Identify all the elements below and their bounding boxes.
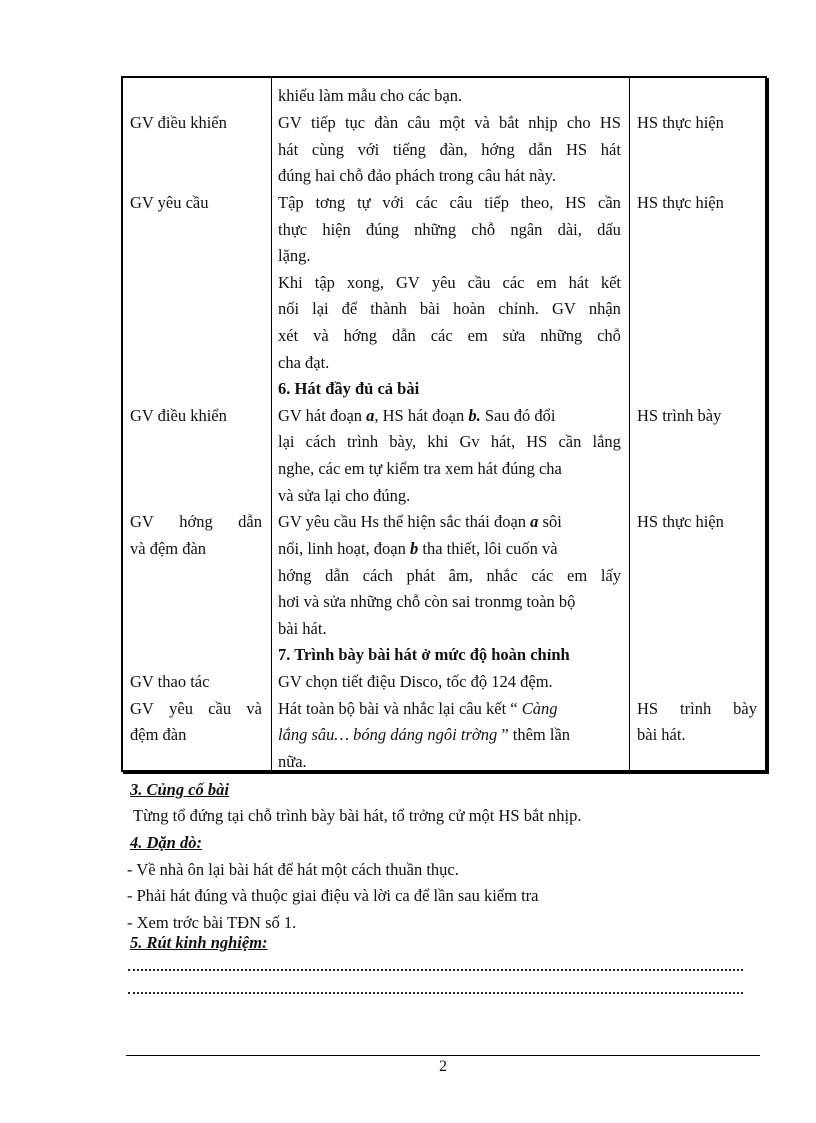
word: Gv — [459, 432, 480, 451]
table-cell-text: lặng. — [278, 246, 311, 265]
section-heading-7: 7. Trình bày bài hát ở mức độ hoàn chỉnh — [278, 645, 570, 664]
word: cùng — [311, 140, 344, 159]
word: hớng — [179, 512, 213, 531]
word: HS — [526, 432, 548, 451]
table-cell-text — [278, 566, 621, 586]
word: GV — [130, 699, 154, 718]
word: hớng — [481, 140, 515, 159]
word: hớng — [278, 566, 312, 585]
column-divider-2 — [629, 78, 630, 770]
dotted-line — [128, 991, 743, 994]
word: các — [430, 326, 453, 345]
word: yêu — [169, 699, 193, 718]
table-cell-teacher: GV yêu cầu — [130, 193, 209, 212]
word: dấu — [597, 220, 621, 239]
list-item: - Phải hát đúng và thuộc giai điệu và lời ca để lần sau kiểm tra — [127, 886, 539, 905]
word: đàn, — [439, 140, 468, 159]
table-cell-teacher: GV điều khiển — [130, 406, 227, 425]
word: tục — [344, 113, 366, 132]
word: trình — [346, 432, 379, 451]
word: chỗ — [471, 220, 496, 239]
word: các — [415, 193, 438, 212]
table-cell-text: Hát toàn bộ bài và nhắc lại câu kết “ Càng — [278, 699, 558, 718]
word: lại — [312, 299, 329, 318]
word: hớng — [343, 326, 378, 345]
word: những — [540, 326, 583, 345]
list-item: - Về nhà ôn lại bài hát để hát một cách thuần thục. — [127, 860, 459, 879]
word: câu — [407, 113, 431, 132]
word: bắt — [498, 113, 520, 132]
page-number: 2 — [439, 1058, 447, 1075]
word: cho — [566, 113, 591, 132]
word: để — [341, 299, 358, 318]
table-cell-student — [637, 699, 757, 719]
table-cell-teacher: và đệm đàn — [130, 539, 207, 558]
word: dẫn — [325, 566, 349, 585]
table-cell-text — [278, 140, 621, 160]
word: thành — [370, 299, 407, 318]
word: GV — [130, 512, 154, 531]
word: em — [567, 566, 588, 585]
word: hát, — [490, 432, 516, 451]
word: lắng — [592, 432, 621, 451]
word: tiếp — [484, 193, 509, 212]
word: thực — [278, 220, 308, 239]
table-cell-text: nữa. — [278, 752, 307, 771]
word: âm, — [448, 566, 473, 585]
word: GV — [396, 273, 420, 292]
word: với — [357, 140, 380, 159]
word: tập — [314, 273, 335, 292]
table-cell-text: hơi và sửa những chỗ còn sai tronmg toàn bộ — [278, 592, 576, 611]
word: nối — [278, 299, 300, 318]
word: những — [414, 220, 457, 239]
table-cell-text: nghe, các em tự kiểm tra xem hát đúng cha — [278, 459, 562, 478]
word: GV — [278, 113, 302, 132]
word: hát — [278, 140, 299, 159]
dotted-line — [128, 968, 743, 971]
word: tự — [357, 193, 371, 212]
word: hiện — [322, 220, 351, 239]
word: hát — [568, 273, 589, 292]
word: tiếng — [392, 140, 426, 159]
word: em — [536, 273, 557, 292]
table-cell-text: nổi, linh hoạt, đoạn b tha thiết, lôi cuốn và — [278, 539, 558, 558]
table-cell-text — [278, 326, 621, 346]
word: nhận — [588, 299, 621, 318]
word: GV — [552, 299, 576, 318]
word: HS — [566, 140, 588, 159]
word: tiếp — [311, 113, 336, 132]
word: yêu — [431, 273, 456, 292]
word: đàn — [374, 113, 399, 132]
word: nhắc — [486, 566, 518, 585]
section-5-heading: 5. Rút kinh nghiệm: — [130, 933, 268, 952]
table-cell-student: HS trình bày — [637, 406, 722, 425]
table-cell-teacher: đệm đàn — [130, 725, 187, 744]
table-cell-text: GV yêu cầu Hs thể hiện sắc thái đoạn a sôi — [278, 512, 562, 531]
table-cell-text — [278, 220, 621, 240]
table-cell-teacher — [130, 512, 262, 532]
word: và — [246, 699, 262, 718]
word: HS — [599, 113, 621, 132]
section-4-heading: 4. Dặn dò: — [130, 833, 202, 852]
word: theo, — [520, 193, 554, 212]
word: cách — [362, 566, 393, 585]
word: cần — [558, 432, 582, 451]
table-cell-teacher: GV thao tác — [130, 672, 210, 691]
word: ngân — [510, 220, 543, 239]
word: câu — [449, 193, 473, 212]
word: trình — [680, 699, 712, 718]
word: cầu — [467, 273, 491, 292]
word: các — [502, 273, 525, 292]
word: hát — [600, 140, 621, 159]
table-cell-text: bài hát. — [278, 619, 327, 638]
word: với — [382, 193, 404, 212]
section-heading-6: 6. Hát đầy đủ cả bài — [278, 379, 420, 398]
word: một — [439, 113, 466, 132]
table-cell-text: cha đạt. — [278, 353, 330, 372]
table-cell-text — [278, 193, 621, 213]
section-3-heading: 3. Củng cố bài — [130, 780, 230, 799]
word: dẫn — [238, 512, 262, 531]
word: chỉnh. — [498, 299, 539, 318]
table-cell-text: GV hát đoạn a, HS hát đoạn b. Sau đó đổi — [278, 406, 556, 425]
table-cell-teacher — [130, 699, 262, 719]
word: cầu — [208, 699, 232, 718]
word: phát — [406, 566, 435, 585]
table-cell-student: bài hát. — [637, 725, 686, 744]
column-divider-1 — [271, 78, 272, 770]
word: khi — [427, 432, 449, 451]
word: Khi — [278, 273, 303, 292]
word: lại — [278, 432, 295, 451]
table-cell-student: HS thực hiện — [637, 512, 724, 531]
word: nhịp — [528, 113, 558, 132]
table-cell-text — [278, 113, 621, 133]
footer-rule — [126, 1055, 760, 1056]
table-cell-text — [278, 299, 621, 319]
word: Tập — [278, 193, 304, 212]
table-cell-text — [278, 273, 621, 293]
table-cell-text — [278, 432, 621, 452]
word: dẫn — [391, 326, 416, 345]
table-cell-text: lắng sâu… bóng dáng ngôi trờng ” thêm lần — [278, 725, 571, 744]
word: HS — [565, 193, 587, 212]
word: HS — [637, 699, 659, 718]
table-cell-text: khiếu làm mẫu cho các bạn. — [278, 86, 463, 105]
word: bày, — [389, 432, 417, 451]
word: và — [313, 326, 329, 345]
list-item: - Xem trớc bài TĐN số 1. — [127, 913, 297, 932]
word: lấy — [600, 566, 621, 585]
word: dẫn — [528, 140, 553, 159]
word: cách — [305, 432, 336, 451]
word: hoàn — [453, 299, 486, 318]
word: xong, — [346, 273, 385, 292]
word: các — [531, 566, 554, 585]
word: bày — [733, 699, 757, 718]
word: chỗ — [597, 326, 621, 345]
table-cell-teacher: GV điều khiển — [130, 113, 227, 132]
section-3-text: Từng tổ đứng tại chỗ trình bày bài hát, tổ trởng cử một HS bắt nhịp. — [133, 806, 582, 825]
table-cell-text: và sửa lại cho đúng. — [278, 486, 411, 505]
table-cell-student: HS thực hiện — [637, 113, 724, 132]
word: cần — [598, 193, 621, 212]
word: bài — [419, 299, 441, 318]
table-cell-text: GV chọn tiết điệu Disco, tốc độ 124 đệm. — [278, 672, 553, 691]
word: và — [474, 113, 490, 132]
word: kết — [600, 273, 621, 292]
word: sửa — [502, 326, 526, 345]
word: đúng — [365, 220, 399, 239]
table-cell-text: đúng hai chỗ đảo phách trong câu hát này. — [278, 166, 556, 185]
word: em — [467, 326, 488, 345]
table-cell-student: HS thực hiện — [637, 193, 724, 212]
word: dài, — [557, 220, 582, 239]
word: tơng — [315, 193, 346, 212]
word: xét — [278, 326, 299, 345]
